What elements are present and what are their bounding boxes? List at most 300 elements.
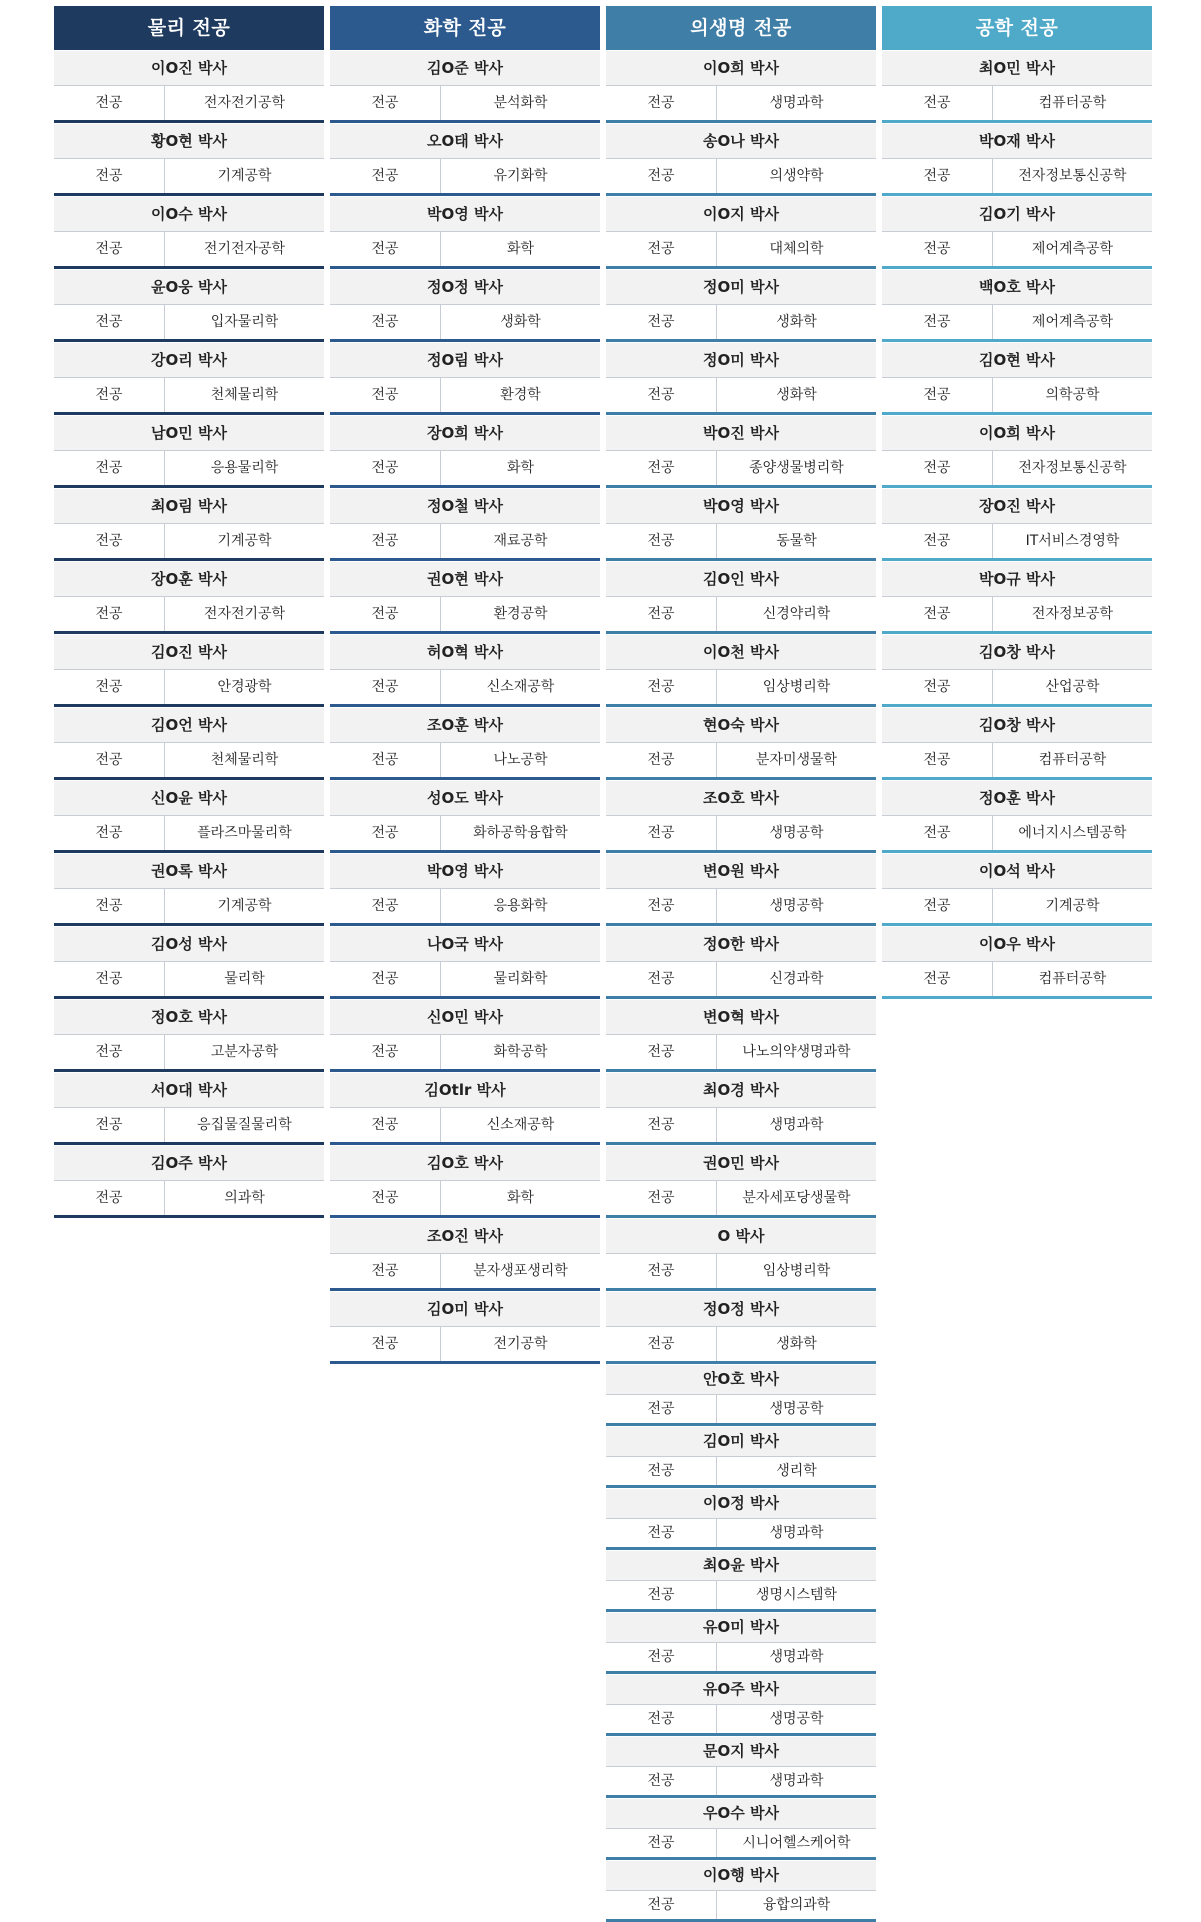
major-label: 전공 [606, 1035, 717, 1069]
researcher-entry [606, 561, 876, 634]
researcher-name: 김O미 박사 [606, 1426, 876, 1456]
major-value: 임상병리학 [762, 679, 831, 695]
major-row [54, 158, 324, 193]
researcher-entry [330, 634, 600, 707]
major-row [54, 815, 324, 850]
major-row [54, 231, 324, 266]
major-label: 전공 [54, 159, 165, 193]
researcher-name: 안O호 박사 [606, 1364, 876, 1394]
major-label: 전공 [606, 1327, 717, 1361]
researcher-name: 이O행 박사 [606, 1860, 876, 1890]
major-value: 컴퓨터공학 [1038, 95, 1107, 111]
researcher-name: 성O도 박사 [330, 780, 600, 815]
researcher-entry [606, 926, 876, 999]
major-row [330, 1180, 600, 1215]
major-label: 전공 [606, 1581, 717, 1609]
column-header: 화학 전공 [330, 6, 600, 50]
researcher-entry [606, 488, 876, 561]
major-value: 나노공학 [493, 752, 548, 768]
researcher-name: 신O윤 박사 [54, 780, 324, 815]
researcher-name: 황O현 박사 [54, 123, 324, 158]
researcher-entry [330, 1218, 600, 1291]
major-label: 전공 [606, 305, 717, 339]
researcher-name: 백O호 박사 [882, 269, 1152, 304]
researcher-name: 김O미 박사 [330, 1291, 600, 1326]
researcher-entry [54, 50, 324, 123]
researcher-entry [882, 853, 1152, 926]
major-row [330, 596, 600, 631]
major-value: 분자세포당생물학 [742, 1190, 851, 1206]
major-row [54, 596, 324, 631]
researcher-name: 최O경 박사 [606, 1072, 876, 1107]
researcher-entry [330, 926, 600, 999]
major-row [882, 961, 1152, 996]
major-label: 전공 [330, 743, 441, 777]
researcher-entry [330, 50, 600, 123]
major-label: 전공 [606, 1254, 717, 1288]
researcher-entry [606, 50, 876, 123]
major-label: 전공 [330, 1181, 441, 1215]
major-value: 전기공학 [493, 1336, 548, 1352]
researcher-entry [54, 561, 324, 634]
major-row [330, 85, 600, 120]
major-label: 전공 [54, 232, 165, 266]
major-row [606, 888, 876, 923]
major-value: 분자미생물학 [755, 752, 838, 768]
major-row [882, 742, 1152, 777]
major-label: 전공 [606, 1705, 717, 1733]
researcher-entry [606, 1550, 876, 1612]
researcher-name: 권O민 박사 [606, 1145, 876, 1180]
major-row [882, 815, 1152, 850]
major-label: 전공 [330, 670, 441, 704]
major-label: 전공 [330, 86, 441, 120]
major-label: 전공 [606, 1395, 717, 1423]
researcher-name: 정O림 박사 [330, 342, 600, 377]
major-value: 분석화학 [493, 95, 548, 111]
researcher-entry [54, 269, 324, 342]
major-value: 응용물리학 [210, 460, 279, 476]
researcher-name: O 박사 [606, 1218, 876, 1253]
major-label: 전공 [882, 962, 993, 996]
major-row [330, 231, 600, 266]
major-row [606, 231, 876, 266]
major-label: 전공 [606, 1891, 717, 1919]
major-row [882, 231, 1152, 266]
major-label: 전공 [330, 305, 441, 339]
researcher-entry [606, 1860, 876, 1922]
researcher-name: 최O민 박사 [882, 50, 1152, 85]
researcher-name: 최O림 박사 [54, 488, 324, 523]
researcher-entry [606, 1291, 876, 1364]
researcher-name: 박O규 박사 [882, 561, 1152, 596]
column-2 [330, 6, 600, 1364]
researcher-entry [882, 123, 1152, 196]
major-value: 생명과학 [769, 1773, 824, 1789]
researcher-entry [330, 780, 600, 853]
major-row [54, 377, 324, 412]
researcher-name: 김O성 박사 [54, 926, 324, 961]
major-label: 전공 [882, 159, 993, 193]
researcher-entry [54, 488, 324, 561]
major-value: 전기전자공학 [203, 241, 286, 257]
researcher-entry [606, 1798, 876, 1860]
researcher-name: 정O정 박사 [606, 1291, 876, 1326]
researcher-entry [330, 415, 600, 488]
major-label: 전공 [54, 451, 165, 485]
researcher-entry [882, 634, 1152, 707]
researcher-name: 이O우 박사 [882, 926, 1152, 961]
researcher-name: 조O진 박사 [330, 1218, 600, 1253]
researcher-name: 유O주 박사 [606, 1674, 876, 1704]
major-label: 전공 [606, 1767, 717, 1795]
major-row [54, 888, 324, 923]
major-label: 전공 [54, 597, 165, 631]
major-label: 전공 [606, 1643, 717, 1671]
major-row [54, 1034, 324, 1069]
researcher-name: 정O철 박사 [330, 488, 600, 523]
researcher-name: 박O진 박사 [606, 415, 876, 450]
major-value: 생리학 [776, 1463, 817, 1479]
major-value: 생명공학 [769, 825, 824, 841]
researcher-entry [606, 1426, 876, 1488]
major-label: 전공 [606, 816, 717, 850]
major-value: 신소재공학 [486, 1117, 555, 1133]
major-value: 생명공학 [769, 1401, 824, 1417]
major-label: 전공 [606, 1457, 717, 1485]
researcher-name: 김O언 박사 [54, 707, 324, 742]
researcher-name: 이O진 박사 [54, 50, 324, 85]
major-row [606, 1828, 876, 1857]
major-label: 전공 [54, 1108, 165, 1142]
researcher-name: 나O국 박사 [330, 926, 600, 961]
researcher-name: 김O준 박사 [330, 50, 600, 85]
researcher-entry [882, 269, 1152, 342]
major-label: 전공 [330, 159, 441, 193]
major-value: 재료공학 [493, 533, 548, 549]
researcher-name: 박O영 박사 [330, 196, 600, 231]
major-label: 전공 [606, 670, 717, 704]
researcher-name: 정O한 박사 [606, 926, 876, 961]
major-value: 의과학 [224, 1190, 265, 1206]
researcher-name: 정O미 박사 [606, 269, 876, 304]
column-1 [54, 6, 324, 1218]
major-row [606, 596, 876, 631]
major-value: 생명공학 [769, 1711, 824, 1727]
major-row [606, 450, 876, 485]
major-label: 전공 [606, 743, 717, 777]
major-value: 생명시스템학 [755, 1587, 838, 1603]
major-label: 전공 [54, 378, 165, 412]
researcher-entry [606, 1488, 876, 1550]
column-header: 물리 전공 [54, 6, 324, 50]
major-row [606, 523, 876, 558]
major-label: 전공 [330, 962, 441, 996]
column-header: 의생명 전공 [606, 6, 876, 50]
major-label: 전공 [54, 524, 165, 558]
major-value: 시니어헬스케어학 [742, 1835, 851, 1851]
major-label: 전공 [882, 597, 993, 631]
researcher-name: 장O훈 박사 [54, 561, 324, 596]
major-label: 전공 [330, 597, 441, 631]
researcher-name: 장O희 박사 [330, 415, 600, 450]
researcher-entry [330, 488, 600, 561]
major-row [606, 1580, 876, 1609]
researcher-entry [54, 853, 324, 926]
major-value: 화학공학 [493, 1044, 548, 1060]
researcher-entry [330, 269, 600, 342]
major-row [330, 815, 600, 850]
researcher-name: 김O주 박사 [54, 1145, 324, 1180]
major-row [606, 1704, 876, 1733]
major-label: 전공 [606, 1181, 717, 1215]
major-label: 전공 [54, 670, 165, 704]
major-row [882, 377, 1152, 412]
researcher-name: 김O기 박사 [882, 196, 1152, 231]
major-label: 전공 [606, 597, 717, 631]
researcher-name: 문O지 박사 [606, 1736, 876, 1766]
major-value: 물리학 [224, 971, 265, 987]
researcher-entry [54, 1145, 324, 1218]
major-value: 유기화학 [493, 168, 548, 184]
researcher-name: 김O창 박사 [882, 634, 1152, 669]
major-label: 전공 [54, 1035, 165, 1069]
major-row [606, 669, 876, 704]
researcher-entry [330, 123, 600, 196]
major-row [606, 815, 876, 850]
researcher-entry [606, 1072, 876, 1145]
major-row [606, 742, 876, 777]
major-label: 전공 [54, 889, 165, 923]
major-row [606, 304, 876, 339]
researcher-entry [330, 561, 600, 634]
major-value: 신경약리학 [762, 606, 831, 622]
major-value: 기계공학 [217, 168, 272, 184]
major-row [330, 669, 600, 704]
researcher-entry [54, 999, 324, 1072]
major-label: 전공 [882, 670, 993, 704]
researcher-name: 정O훈 박사 [882, 780, 1152, 815]
researcher-entry [54, 926, 324, 999]
major-row [606, 1253, 876, 1288]
major-label: 전공 [330, 232, 441, 266]
major-value: 제어계측공학 [1031, 241, 1114, 257]
researcher-entry [882, 196, 1152, 269]
researcher-name: 우O수 박사 [606, 1798, 876, 1828]
major-row [54, 742, 324, 777]
researcher-name: 최O윤 박사 [606, 1550, 876, 1580]
major-value: 대체의학 [769, 241, 824, 257]
major-value: 융합의과학 [762, 1897, 831, 1913]
major-value: 화학 [506, 1190, 535, 1206]
major-value: 생화학 [500, 314, 541, 330]
major-value: 임상병리학 [762, 1263, 831, 1279]
major-row [330, 888, 600, 923]
major-row [54, 450, 324, 485]
major-row [606, 1326, 876, 1361]
major-value: 화학 [506, 241, 535, 257]
major-row [882, 888, 1152, 923]
major-row [330, 1326, 600, 1361]
major-label: 전공 [882, 743, 993, 777]
researcher-entry [54, 707, 324, 780]
researcher-entry [606, 707, 876, 780]
researcher-name: 이O석 박사 [882, 853, 1152, 888]
researcher-name: 김O호 박사 [330, 1145, 600, 1180]
researcher-name: 정O호 박사 [54, 999, 324, 1034]
major-label: 전공 [606, 1108, 717, 1142]
major-row [330, 1107, 600, 1142]
researcher-entry [606, 853, 876, 926]
major-value: 응집물질물리학 [197, 1117, 292, 1133]
major-value: 나노의약생명과학 [742, 1044, 851, 1060]
researcher-name: 송O나 박사 [606, 123, 876, 158]
researcher-entry [330, 1145, 600, 1218]
major-label: 전공 [606, 232, 717, 266]
major-value: IT서비스경영학 [1025, 533, 1120, 549]
major-value: 전자정보공학 [1031, 606, 1114, 622]
researcher-name: 이O희 박사 [882, 415, 1152, 450]
major-value: 천체물리학 [210, 752, 279, 768]
major-row [54, 523, 324, 558]
researcher-entry [882, 415, 1152, 488]
major-row [54, 1107, 324, 1142]
researcher-entry [606, 1612, 876, 1674]
major-value: 종양생물병리학 [749, 460, 844, 476]
major-label: 전공 [882, 889, 993, 923]
major-label: 전공 [330, 451, 441, 485]
researcher-name: 허O혁 박사 [330, 634, 600, 669]
major-label: 전공 [882, 524, 993, 558]
major-value: 제어계측공학 [1031, 314, 1114, 330]
researcher-entry [606, 1364, 876, 1426]
major-label: 전공 [54, 305, 165, 339]
major-value: 생명과학 [769, 1525, 824, 1541]
major-value: 환경공학 [493, 606, 548, 622]
major-label: 전공 [330, 378, 441, 412]
researcher-name: 오O태 박사 [330, 123, 600, 158]
major-row [606, 158, 876, 193]
researcher-entry [606, 999, 876, 1072]
major-value: 전자전기공학 [203, 606, 286, 622]
researcher-entry [882, 780, 1152, 853]
major-row [882, 85, 1152, 120]
researcher-entry [330, 707, 600, 780]
researcher-entry [606, 1145, 876, 1218]
major-value: 신소재공학 [486, 679, 555, 695]
researcher-name: 이O천 박사 [606, 634, 876, 669]
major-row [330, 1253, 600, 1288]
major-label: 전공 [606, 524, 717, 558]
major-label: 전공 [606, 378, 717, 412]
researcher-entry [54, 1072, 324, 1145]
researcher-name: 이O지 박사 [606, 196, 876, 231]
major-row [882, 523, 1152, 558]
researcher-entry [330, 1291, 600, 1364]
major-value: 분자생포생리학 [473, 1263, 568, 1279]
major-label: 전공 [882, 451, 993, 485]
researcher-entry [330, 342, 600, 415]
major-row [330, 450, 600, 485]
researcher-name: 권O록 박사 [54, 853, 324, 888]
researcher-name: 신O민 박사 [330, 999, 600, 1034]
researcher-entry [54, 123, 324, 196]
researcher-name: 변O혁 박사 [606, 999, 876, 1034]
researcher-name: 김O진 박사 [54, 634, 324, 669]
researcher-entry [54, 780, 324, 853]
major-value: 생화학 [776, 387, 817, 403]
researcher-entry [882, 342, 1152, 415]
major-label: 전공 [330, 1327, 441, 1361]
researcher-entry [606, 342, 876, 415]
researcher-name: 남O민 박사 [54, 415, 324, 450]
major-row [606, 1890, 876, 1919]
major-value: 생명과학 [769, 1117, 824, 1133]
column-3 [606, 6, 876, 1922]
major-label: 전공 [54, 86, 165, 120]
researcher-entry [606, 415, 876, 488]
researcher-entry [54, 415, 324, 488]
major-value: 기계공학 [217, 533, 272, 549]
researcher-entry [330, 853, 600, 926]
researcher-name: 이O수 박사 [54, 196, 324, 231]
major-label: 전공 [606, 1829, 717, 1857]
major-value: 컴퓨터공학 [1038, 752, 1107, 768]
major-row [54, 669, 324, 704]
major-label: 전공 [882, 232, 993, 266]
researcher-name: 유O미 박사 [606, 1612, 876, 1642]
major-value: 전자정보통신공학 [1018, 168, 1127, 184]
researcher-entry [606, 196, 876, 269]
major-row [606, 961, 876, 996]
major-value: 환경학 [500, 387, 541, 403]
researcher-entry [882, 488, 1152, 561]
major-row [606, 1180, 876, 1215]
major-row [882, 450, 1152, 485]
researcher-name: 조O호 박사 [606, 780, 876, 815]
major-row [54, 304, 324, 339]
major-value: 화학 [506, 460, 535, 476]
major-value: 응용화학 [493, 898, 548, 914]
major-label: 전공 [330, 524, 441, 558]
researcher-entry [330, 196, 600, 269]
major-value: 생명과학 [769, 95, 824, 111]
researcher-entry [606, 123, 876, 196]
researcher-entry [882, 561, 1152, 634]
researcher-name: 서O대 박사 [54, 1072, 324, 1107]
major-label: 전공 [330, 1035, 441, 1069]
researcher-entry [606, 780, 876, 853]
major-value: 천체물리학 [210, 387, 279, 403]
major-label: 전공 [54, 962, 165, 996]
major-row [606, 1518, 876, 1547]
major-label: 전공 [330, 889, 441, 923]
major-value: 고분자공학 [210, 1044, 279, 1060]
researcher-entry [330, 999, 600, 1072]
major-value: 의생약학 [769, 168, 824, 184]
major-value: 의학공학 [1045, 387, 1100, 403]
column-header: 공학 전공 [882, 6, 1152, 50]
researcher-name: 김O현 박사 [882, 342, 1152, 377]
major-row [606, 377, 876, 412]
major-label: 전공 [330, 816, 441, 850]
major-label: 전공 [54, 816, 165, 850]
major-value: 물리화학 [493, 971, 548, 987]
major-value: 기계공학 [217, 898, 272, 914]
researcher-name: 김O창 박사 [882, 707, 1152, 742]
major-label: 전공 [606, 451, 717, 485]
researcher-entry [54, 342, 324, 415]
